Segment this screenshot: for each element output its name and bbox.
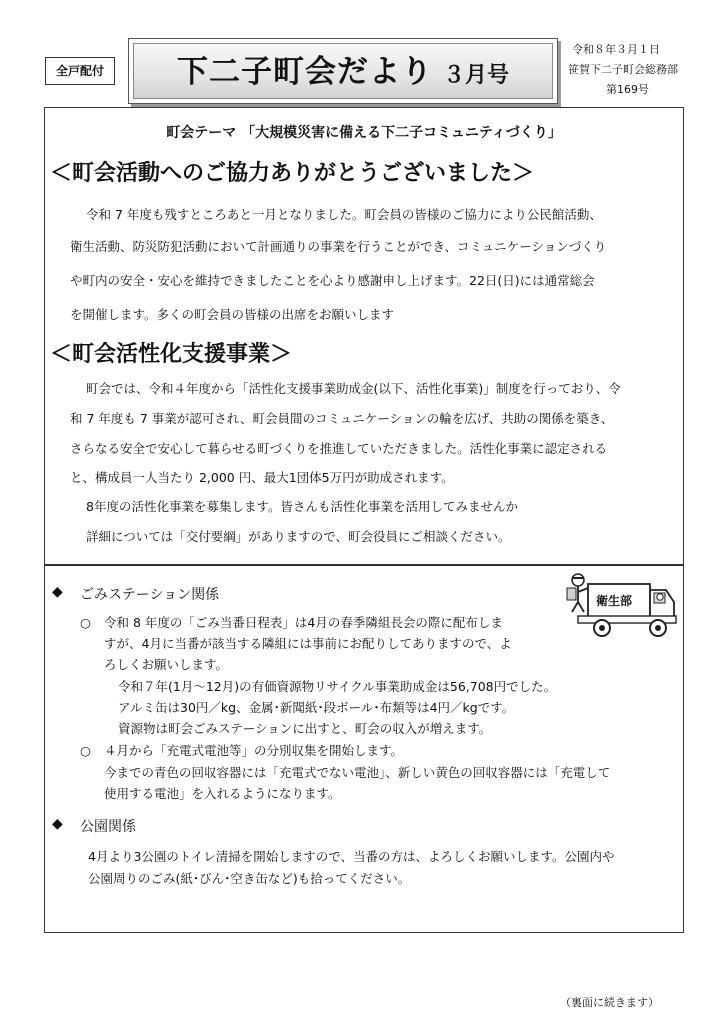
support-line: 詳細については「交付要綱」がありますので、町会役員にご相談ください。 [86,529,511,544]
park-bullet: ◆ [52,816,63,832]
support-line: 和 7 年度も 7 事業が認可され、町会員間のコミュニケーションの輪を広げ、共助の関係を築き、 [70,411,614,426]
park-line: 公園周りのごみ(紙･びん･空き缶など)も拾ってください。 [88,871,411,886]
park-heading: 公園関係 [80,819,136,835]
garbage-item-line: 令和 8 年度の「ごみ当番日程表」は4月の春季隣組長会の際に配布しま [104,615,503,630]
support-line: と、構成員一人当たり 2,000 円、最大1団体5万円が助成されます。 [70,470,454,485]
park-line: 4月より3公園のトイレ清掃を開始しますので、当番の方は、よろしくお願いします。公園内や [88,849,615,864]
garbage-item-line: ４月から「充電式電池等」の分別収集を開始します。 [104,743,404,758]
continued-note: （裏面に続きます） [560,996,659,1009]
sanitation-truck-illustration [566,570,678,640]
support-heading: ＜町会活性化支援事業＞ [50,342,293,367]
garbage-heading: ごみステーション関係 [80,587,220,603]
thanks-line: 衛生活動、防災防犯活動において計画通りの事業を行うことができ、コミュニケーションづくり [70,239,607,254]
publisher: 笹賀下二子町会総務部 [568,63,678,76]
issue-number: 第169号 [606,83,649,96]
distribution-label: 全戸配付 [45,57,115,85]
garbage-item-line: 今までの青色の回収容器には「充電式でない電池」、新しい黄色の回収容器には「充電して [104,765,611,780]
thanks-line: や町内の安全・安心を維持できましたことを心より感謝申し上げます。22日(日)には通常総会 [70,273,595,288]
support-line: さらなる安全で安心して暮らせる町づくりを推進していただきました。活性化事業に認定される [70,441,608,456]
thanks-heading: ＜町会活動へのご協力ありがとうございました＞ [50,161,535,186]
garbage-item-marker: ○ [80,615,91,630]
newsletter-title: 下二子町会だより [176,54,433,90]
thanks-line: 令和 7 年度も残すところあと一月となりました。町会員の皆様のご協力により公民館活動、 [86,207,602,222]
recycling-info-line: アルミ缶は30円／kg、金属･新聞紙･段ボール･布類等は4円／kgです。 [118,700,515,715]
issue-date: 令和８年３月１日 [572,43,660,56]
garbage-bullet: ◆ [52,584,63,600]
thanks-line: を開催します。多くの町会員の皆様の出席をお願いします [70,307,395,322]
garbage-item-line: すが、4月に当番が該当する隣組には事前にお配りしてありますので、よ [104,636,512,651]
newsletter-title-box [128,38,558,104]
support-line: 町会では、令和４年度から「活性化支援事業助成金(以下、活性化事業)」制度を行っており、令 [86,381,621,396]
town-theme: 町会テーマ 「大規模災害に備える下二子コミュニティづくり」 [166,125,562,141]
support-line: 8年度の活性化事業を募集します。皆さんも活性化事業を活用してみませんか [86,499,518,514]
recycling-info-line: 令和７年(1月～12月)の有価資源物リサイクル事業助成金は56,708円でした。 [118,679,557,694]
garbage-item-line: ろしくお願いします。 [104,657,229,672]
garbage-item-marker: ○ [80,743,91,758]
truck-label: 衛生部 [596,594,633,608]
garbage-item-line: 使用する電池」を入れるようになります。 [104,786,341,801]
issue-label: ３月号 [442,63,509,88]
recycling-info-line: 資源物は町会ごみステーションに出すと、町会の収入が増えます。 [118,721,492,736]
